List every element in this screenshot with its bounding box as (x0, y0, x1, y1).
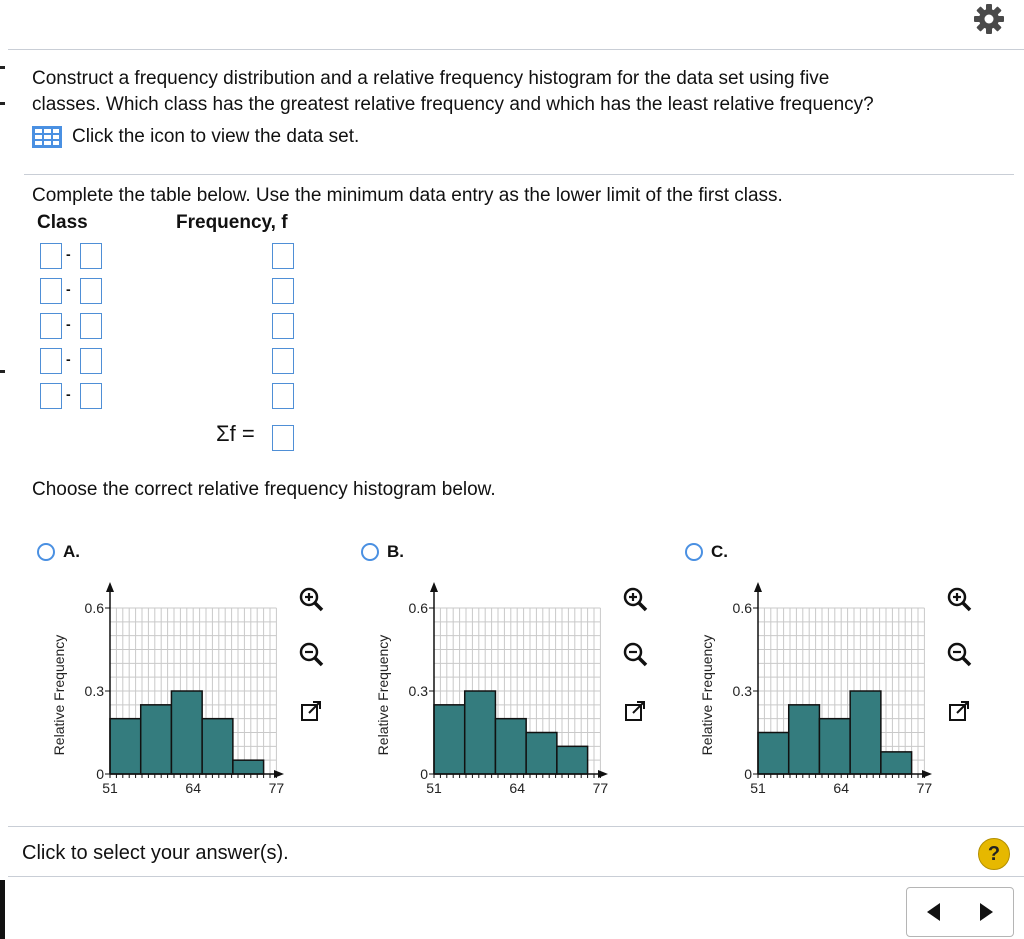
histogram-bar (233, 760, 264, 774)
class-dash: - (66, 351, 71, 367)
x-axis-arrow (922, 770, 932, 778)
y-tick-label: 0 (744, 766, 752, 782)
x-tick-label: 51 (102, 780, 118, 796)
zoom-in-icon (622, 586, 648, 612)
histogram-bar (110, 719, 141, 774)
frequency-input[interactable] (272, 348, 294, 374)
option-b-radio[interactable] (361, 543, 379, 561)
histogram-bar (495, 719, 526, 774)
class-dash: - (66, 386, 71, 402)
divider (8, 876, 1024, 877)
edge-mark (0, 66, 5, 69)
class-upper-input[interactable] (80, 348, 102, 374)
x-tick-label: 77 (268, 780, 285, 796)
dataset-link[interactable]: Click the icon to view the data set. (72, 126, 360, 147)
histogram-bar (850, 691, 881, 774)
x-tick-label: 64 (185, 780, 201, 796)
histogram-a (18, 576, 288, 816)
histogram-bar (171, 691, 202, 774)
histogram-bar (434, 705, 465, 774)
zoom-in-button[interactable] (618, 582, 652, 616)
y-tick-label: 0.3 (84, 683, 104, 699)
zoom-out-icon (298, 641, 324, 667)
table-instruction: Complete the table below. Use the minimum data entry as the lower limit of the first class. (32, 185, 783, 206)
open-new-window-button[interactable] (294, 694, 328, 728)
zoom-out-icon (946, 641, 972, 667)
sum-frequency-input[interactable] (272, 425, 294, 451)
help-icon: ? (987, 842, 1001, 865)
class-upper-input[interactable] (80, 243, 102, 269)
histogram-prompt: Choose the correct relative frequency histogram below. (32, 479, 496, 500)
class-upper-input[interactable] (80, 278, 102, 304)
class-dash: - (66, 246, 71, 262)
zoom-out-icon (622, 641, 648, 667)
zoom-out-button[interactable] (294, 637, 328, 671)
open-new-window-button[interactable] (618, 694, 652, 728)
frequency-input[interactable] (272, 243, 294, 269)
y-axis-label: Relative Frequency (51, 634, 67, 756)
zoom-out-button[interactable] (618, 637, 652, 671)
y-tick-label: 0 (420, 766, 428, 782)
histogram-bar (758, 733, 789, 775)
zoom-in-button[interactable] (294, 582, 328, 616)
question-text (32, 66, 1002, 118)
option-b-label: B. (387, 542, 404, 561)
x-axis-arrow (274, 770, 284, 778)
open-new-window-button[interactable] (942, 694, 976, 728)
histogram-bar (465, 691, 496, 774)
y-axis-label: Relative Frequency (375, 634, 391, 756)
open-new-window-icon (299, 699, 323, 723)
y-tick-label: 0.3 (408, 683, 428, 699)
dataset-link-row (32, 126, 359, 148)
class-lower-input[interactable] (40, 383, 62, 409)
y-tick-label: 0.6 (732, 600, 752, 616)
open-new-window-icon (947, 699, 971, 723)
y-tick-label: 0.6 (84, 600, 104, 616)
x-tick-label: 64 (509, 780, 525, 796)
x-tick-label: 77 (916, 780, 933, 796)
y-tick-label: 0.3 (732, 683, 752, 699)
class-dash: - (66, 316, 71, 332)
class-dash: - (66, 281, 71, 297)
option-a[interactable] (37, 542, 80, 562)
option-c-label: C. (711, 542, 728, 561)
frequency-header: Frequency, f (176, 212, 288, 233)
zoom-out-button[interactable] (942, 637, 976, 671)
frequency-input[interactable] (272, 383, 294, 409)
edge-mark (0, 370, 5, 373)
class-header: Class (37, 212, 88, 233)
histogram-bar (819, 719, 850, 774)
zoom-in-button[interactable] (942, 582, 976, 616)
zoom-in-icon (298, 586, 324, 612)
sum-label: Σf = (216, 421, 255, 446)
zoom-in-icon (946, 586, 972, 612)
help-button[interactable] (978, 838, 1010, 870)
select-answer-text: Click to select your answer(s). (22, 842, 289, 864)
y-axis-label: Relative Frequency (699, 634, 715, 756)
x-tick-label: 77 (592, 780, 609, 796)
edge-mark (0, 102, 5, 105)
class-lower-input[interactable] (40, 348, 62, 374)
option-c-radio[interactable] (685, 543, 703, 561)
question-line-2: classes. Which class has the greatest relative frequency and which has the least relative frequency? (32, 94, 874, 115)
histogram-c (666, 576, 936, 816)
y-axis-arrow (754, 582, 762, 592)
class-upper-input[interactable] (80, 383, 102, 409)
histogram-bar (789, 705, 820, 774)
divider (24, 174, 1014, 175)
option-a-radio[interactable] (37, 543, 55, 561)
histogram-b (342, 576, 612, 816)
y-axis-arrow (430, 582, 438, 592)
histogram-bar (557, 746, 588, 774)
option-a-label: A. (63, 542, 80, 561)
gear-icon (972, 2, 1006, 36)
histogram-bar (526, 733, 557, 775)
class-lower-input[interactable] (40, 278, 62, 304)
next-arrow-icon[interactable] (980, 903, 993, 921)
class-lower-input[interactable] (40, 313, 62, 339)
question-line-1: Construct a frequency distribution and a relative frequency histogram for the data set using five (32, 68, 830, 89)
y-tick-label: 0.6 (408, 600, 428, 616)
navigation-box (906, 887, 1014, 937)
histogram-bar (881, 752, 912, 774)
x-tick-label: 64 (833, 780, 849, 796)
option-b[interactable] (361, 542, 404, 562)
x-tick-label: 51 (750, 780, 766, 796)
open-new-window-icon (623, 699, 647, 723)
histogram-bar (202, 719, 233, 774)
frequency-input[interactable] (272, 313, 294, 339)
option-c[interactable] (685, 542, 728, 562)
settings-button[interactable] (972, 2, 1006, 36)
scroll-edge (0, 880, 5, 939)
class-lower-input[interactable] (40, 243, 62, 269)
y-tick-label: 0 (96, 766, 104, 782)
table-icon[interactable] (32, 126, 62, 148)
frequency-input[interactable] (272, 278, 294, 304)
x-axis-arrow (598, 770, 608, 778)
y-axis-arrow (106, 582, 114, 592)
prev-arrow-icon[interactable] (927, 903, 940, 921)
divider (8, 49, 1024, 50)
x-tick-label: 51 (426, 780, 442, 796)
class-upper-input[interactable] (80, 313, 102, 339)
histogram-bar (141, 705, 172, 774)
divider (8, 826, 1024, 827)
